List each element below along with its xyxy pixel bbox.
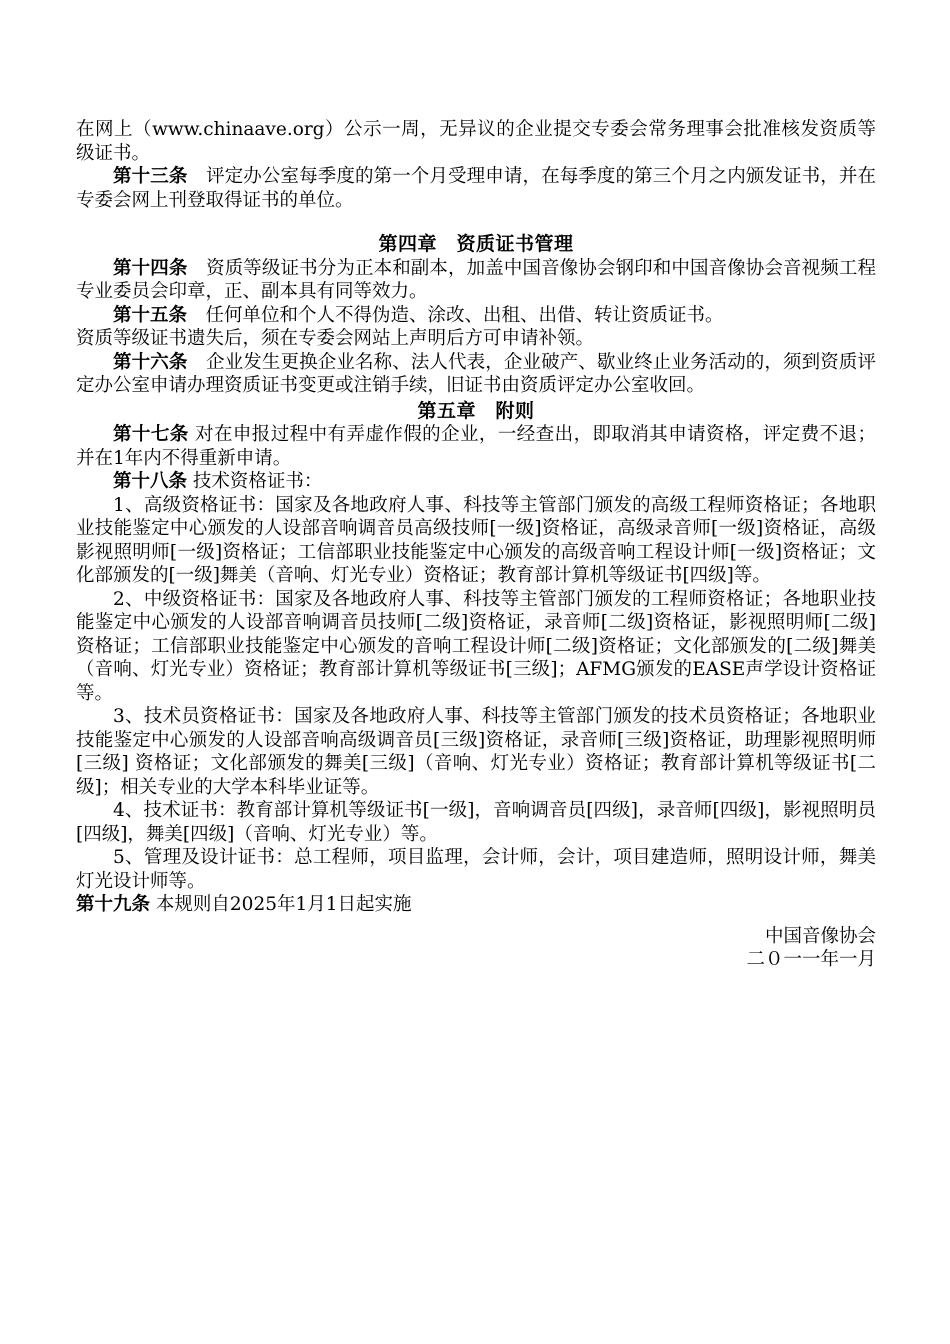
article-17-label: 第十七条 <box>113 424 189 445</box>
article-15-text: 任何单位和个人不得伪造、涂改、出租、出借、转让资质证书。 <box>205 304 724 326</box>
list-item: 5、管理及设计证书：总工程师，项目监理，会计师，会计，项目建造师，照明设计师，舞美灯光设计师等。 <box>76 847 876 892</box>
article-13-label: 第十三条 <box>113 166 188 187</box>
article-15-label: 第十五条 <box>113 304 188 326</box>
list-item: 2、中级资格证书：国家及各地政府人事、科技等主管部门颁发的工程师资格证；各地职业技能鉴定中心颁发的人设部音响调音员技师[二级]资格证，录音师[二级]资格证，影视照明师[二级] 资格证；工信部职业技能鉴定中心颁发的音响工程设计师[二级]资格证；文化部颁发的[二级]舞美（音响、灯光专业）资格证；教育部计算机等级证书[三级]；AFMG颁发的EASE声学设计资格证等。 <box>76 588 876 704</box>
list-item: 1、高级资格证书：国家及各地政府人事、科技等主管部门颁发的高级工程师资格证；各地职业技能鉴定中心颁发的人设部音响调音员高级技师[一级]资格证，高级录音师[一级]资格证，高级影视照明师[一级]资格证；工信部职业技能鉴定中心颁发的高级音响工程设计师[一级]资格证；文化部颁发的[一级]舞美（音响、灯光专业）资格证；教育部计算机等级证书[四级]等。 <box>76 494 876 586</box>
list-item: 4、技术证书：教育部计算机等级证书[一级]，音响调音员[四级]，录音师[四级]，影视照明员[四级]，舞美[四级]（音响、灯光专业）等。 <box>76 800 876 845</box>
article-17-text: 对在申报过程中有弄虚作假的企业，一经查出，即取消其申请资格，评定费不退；并在1年内不得重新申请。 <box>76 424 876 469</box>
article-14 <box>76 257 876 304</box>
article-16-label: 第十六条 <box>113 351 188 373</box>
article-15-continued: 资质等级证书遗失后，须在专委会网站上声明后方可申请补领。 <box>76 328 595 349</box>
continued-paragraph: 在网上（www.chinaave.org）公示一周，无异议的企业提交专委会常务理事会批准核发资质等级证书。 <box>76 119 876 164</box>
article-19-text: 本规则自2025年1月1日起实施 <box>155 894 412 915</box>
article-18 <box>76 470 876 494</box>
article-19-label: 第十九条 <box>76 894 151 915</box>
article-19 <box>76 893 876 917</box>
article-13 <box>76 165 876 212</box>
article-17 <box>76 423 876 470</box>
document-page <box>76 118 876 972</box>
list-item: 3、技术员资格证书：国家及各地政府人事、科技等主管部门颁发的技术员资格证；各地职业技能鉴定中心颁发的人设部音响高级调音员[三级]资格证，录音师[三级]资格证，助理影视照明师[三级] 资格证；文化部颁发的舞美[三级]（音响、灯光专业）资格证；教育部计算机等级证书[二级]；相关专业的大学本科毕业证等。 <box>76 706 876 798</box>
article-13-text: 评定办公室每季度的第一个月受理申请，在每季度的第三个月之内颁发证书，并在专委会网上刊登取得证书的单位。 <box>76 166 876 211</box>
article-18-label: 第十八条 <box>113 471 188 492</box>
article-14-text: 资质等级证书分为正本和副本，加盖中国音像协会钢印和中国音像协会音视频工程专业委员会印章，正、副本具有同等效力。 <box>76 257 876 302</box>
chapter-4-heading: 第四章 资质证书管理 <box>378 233 574 255</box>
signature-date: 二０一一年一月 <box>746 949 876 970</box>
article-16 <box>76 351 876 398</box>
chapter-5-heading: 第五章 附则 <box>417 399 535 422</box>
article-14-label: 第十四条 <box>113 257 188 279</box>
signature-org: 中国音像协会 <box>764 925 876 947</box>
article-16-text: 企业发生更换企业名称、法人代表，企业破产、歇业终止业务活动的，须到资质评定办公室申请办理资质证书变更或注销手续，旧证书由资质评定办公室收回。 <box>76 351 876 396</box>
article-15 <box>76 304 876 328</box>
article-18-text: 技术资格证书： <box>192 471 323 492</box>
